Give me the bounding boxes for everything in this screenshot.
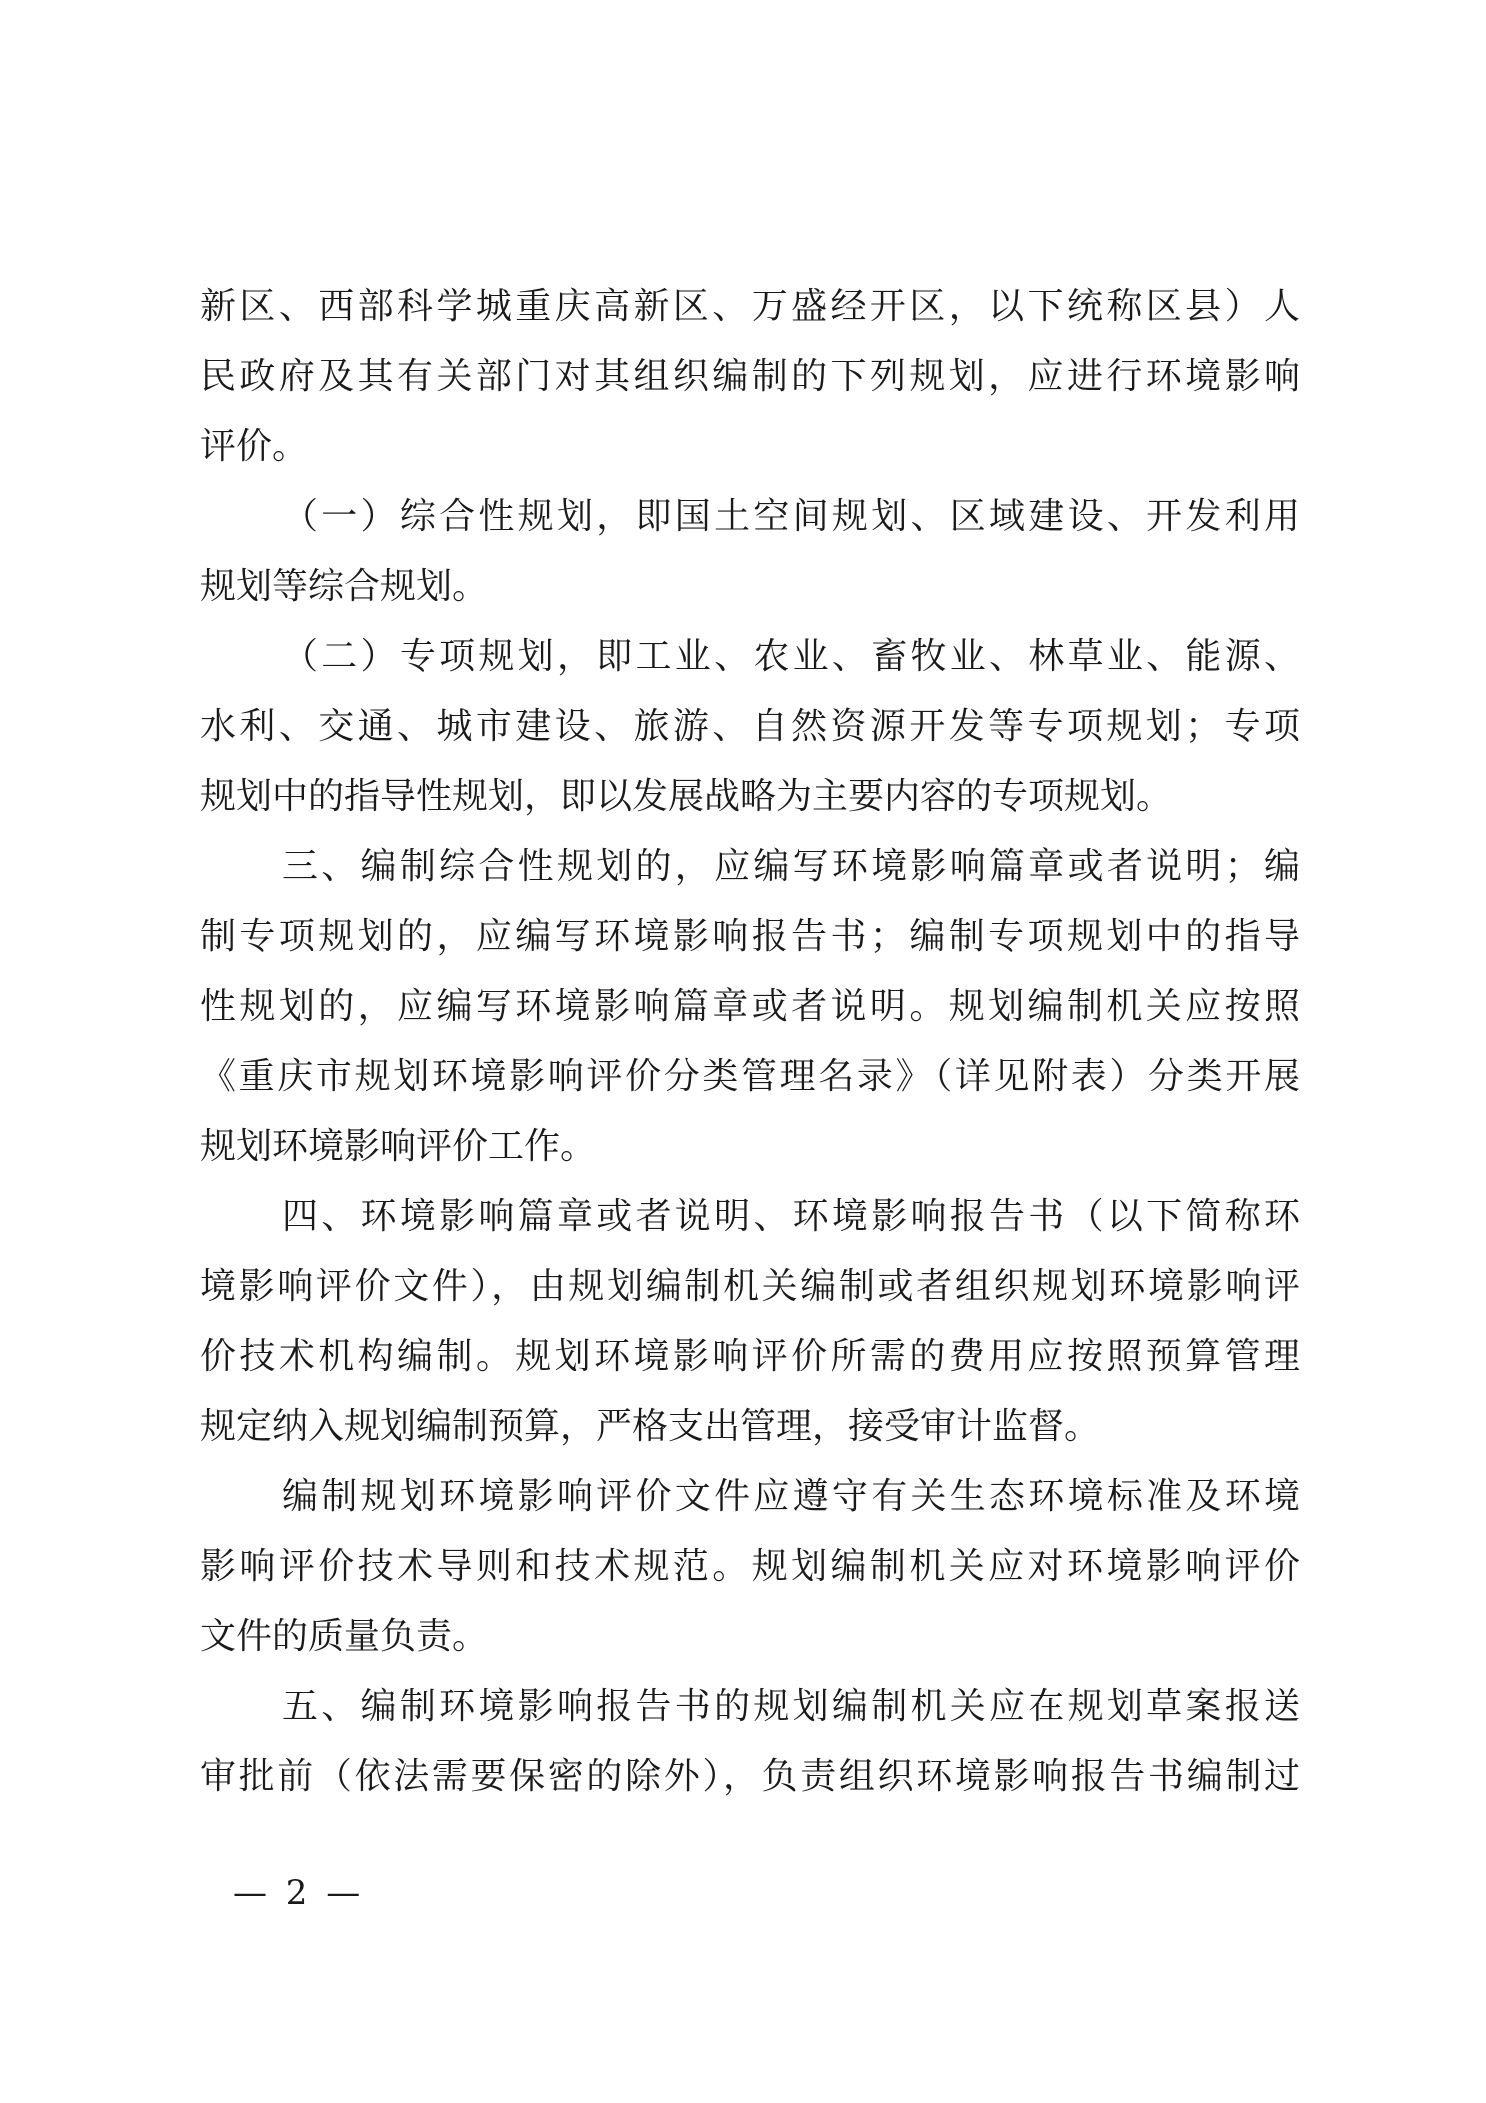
text-line-8: 规划中的指导性规划，即以发展战略为主要内容的专项规划。 xyxy=(200,776,1173,817)
document-body xyxy=(200,272,1300,1812)
text-line-22: 审批前（依法需要保密的除外），负责组织环境影响报告书编制过 xyxy=(200,1756,1300,1797)
text-line-9: 三、编制综合性规划的，应编写环境影响篇章或者说明；编 xyxy=(282,846,1300,887)
text-line-6: （二）专项规划，即工业、农业、畜牧业、林草业、能源、 xyxy=(282,636,1300,677)
text-line-2: 民政府及其有关部门对其组织编制的下列规划，应进行环境影响 xyxy=(200,356,1300,397)
text-line-18: 编制规划环境影响评价文件应遵守有关生态环境标准及环境 xyxy=(282,1476,1300,1517)
text-line-20: 文件的质量负责。 xyxy=(200,1616,489,1657)
text-line-13: 规划环境影响评价工作。 xyxy=(200,1126,597,1167)
text-line-1: 新区、西部科学城重庆高新区、万盛经开区，以下统称区县）人 xyxy=(200,286,1300,327)
text-line-3: 评价。 xyxy=(200,426,309,467)
text-line-12: 《重庆市规划环境影响评价分类管理名录》（详见附表）分类开展 xyxy=(200,1056,1300,1097)
text-line-15: 境影响评价文件），由规划编制机关编制或者组织规划环境影响评 xyxy=(200,1266,1300,1307)
text-line-21: 五、编制环境影响报告书的规划编制机关应在规划草案报送 xyxy=(282,1686,1300,1727)
text-line-19: 影响评价技术导则和技术规范。规划编制机关应对环境影响评价 xyxy=(200,1546,1300,1587)
text-line-16: 价技术机构编制。规划环境影响评价所需的费用应按照预算管理 xyxy=(200,1336,1300,1377)
text-line-17: 规定纳入规划编制预算，严格支出管理，接受审计监督。 xyxy=(200,1406,1101,1447)
text-line-4: （一）综合性规划，即国土空间规划、区域建设、开发利用 xyxy=(282,496,1300,537)
text-line-11: 性规划的，应编写环境影响篇章或者说明。规划编制机关应按照 xyxy=(200,986,1300,1027)
text-line-5: 规划等综合规划。 xyxy=(200,566,489,607)
page-number: — 2 — xyxy=(233,1873,365,1913)
text-line-10: 制专项规划的，应编写环境影响报告书；编制专项规划中的指导 xyxy=(200,916,1300,957)
text-line-14: 四、环境影响篇章或者说明、环境影响报告书（以下简称环 xyxy=(282,1196,1300,1237)
text-line-7: 水利、交通、城市建设、旅游、自然资源开发等专项规划；专项 xyxy=(200,706,1300,747)
